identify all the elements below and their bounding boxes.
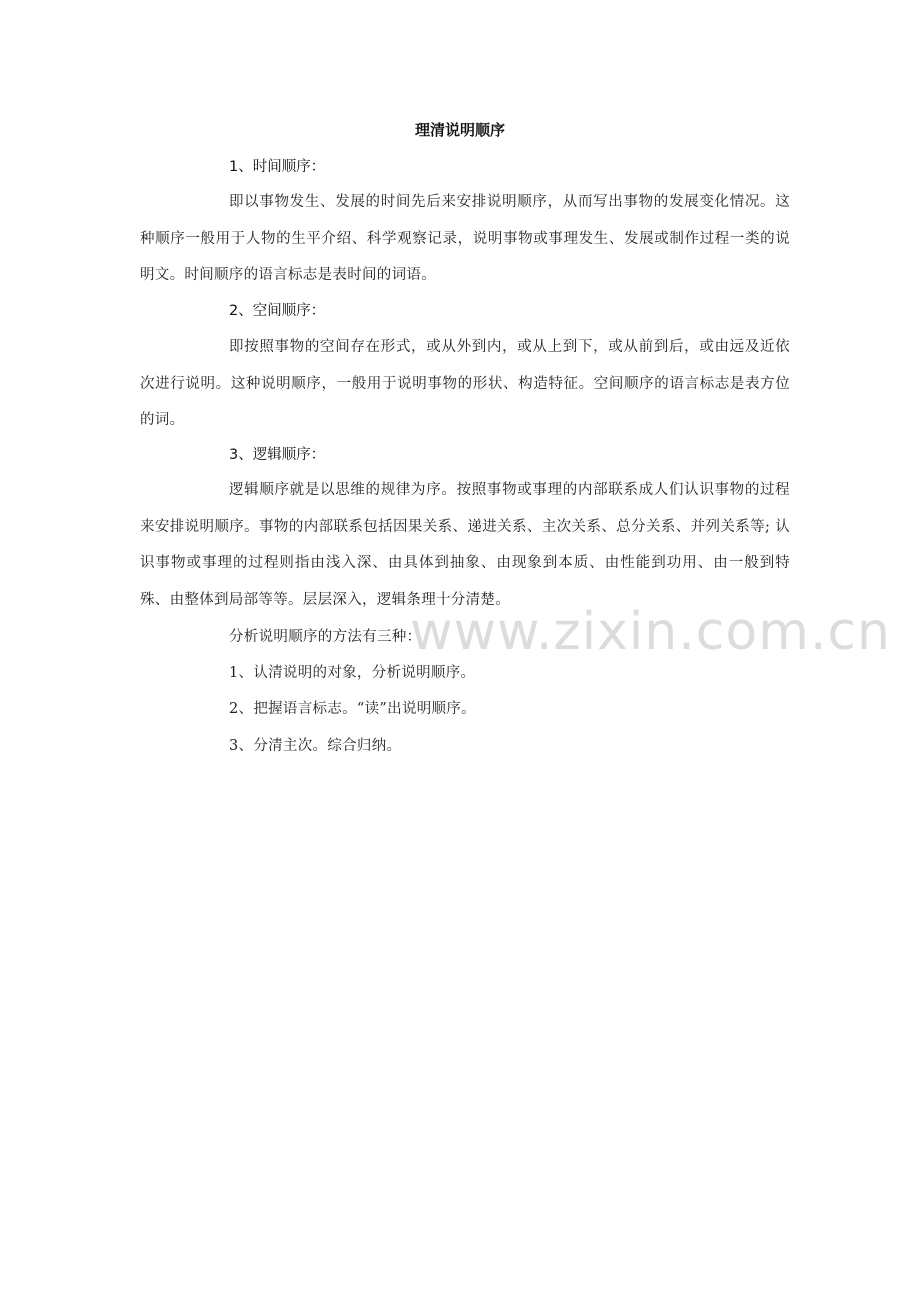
section-body-time-order: 即以事物发生、发展的时间先后来安排说明顺序，从而写出事物的发展变化情况。这种顺序一般用于人物的生平介绍、科学观察记录，说明事物或事理发生、发展或制作过程一类的说明文。时间顺序的语言标志是表时间的词语。 — [140, 194, 790, 283]
method-item-3: 3、分清主次。综合归纳。 — [229, 738, 402, 754]
section-heading-space-order: 2、空间顺序： — [229, 303, 326, 319]
section-heading-time-order: 1、时间顺序： — [229, 159, 326, 175]
methods-intro: 分析说明顺序的方法有三种： — [229, 629, 422, 645]
watermark: www.zixin.com.cn — [410, 602, 891, 662]
document-title: 理清说明顺序 — [414, 121, 505, 139]
section-heading-logic-order: 3、逻辑顺序： — [229, 447, 326, 463]
section-body-space-order: 即按照事物的空间存在形式，或从外到内，或从上到下，或从前到后，或由远及近依次进行说明。这种说明顺序，一般用于说明事物的形状、构造特征。空间顺序的语言标志是表方位的词。 — [140, 339, 790, 428]
section-body-logic-order: 逻辑顺序就是以思维的规律为序。按照事物或事理的内部联系成人们认识事物的过程来安排说明顺序。事物的内部联系包括因果关系、递进关系、主次关系、总分关系、并列关系等; 认识事物或事理的过程则指由浅入深、由具体到抽象、由现象到本质、由性能到功用、由一般到特殊、由整体到局部等等。层层深入，逻辑条理十分清楚。 — [140, 482, 790, 608]
method-item-2: 2、把握语言标志。“读”出说明顺序。 — [229, 701, 476, 717]
method-item-1: 1、认清说明的对象，分析说明顺序。 — [229, 665, 476, 681]
